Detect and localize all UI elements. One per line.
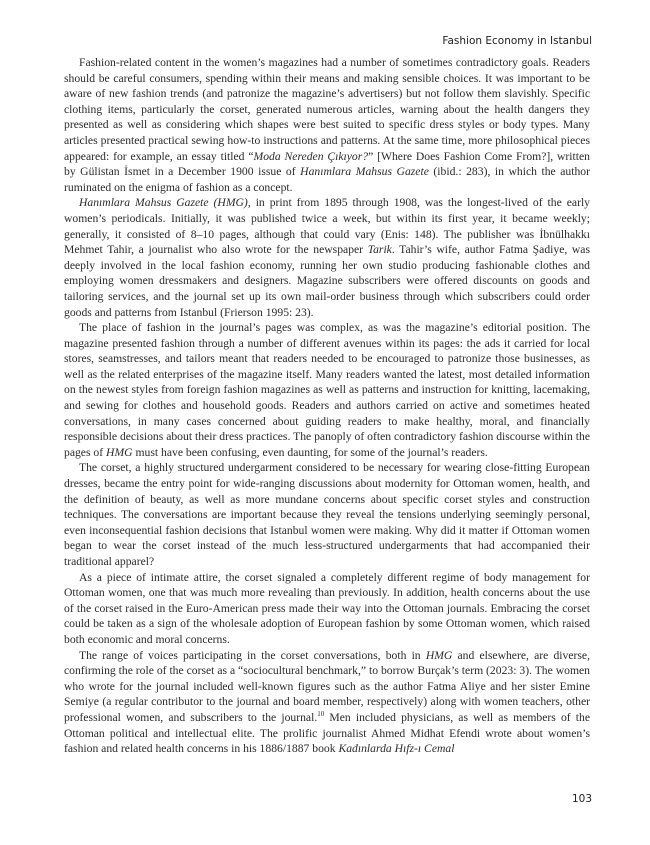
body-text xyxy=(64,55,590,757)
italic-text: HMG xyxy=(106,445,133,459)
paragraph-6 xyxy=(64,648,590,757)
text-run: The range of voices participating in the corset conversations, both in xyxy=(79,648,426,662)
paragraph-1 xyxy=(64,55,590,195)
text-run: and elsewhere, are diverse, confirming the role of the corset as a “sociocultural benchmark,” to borrow Burçak’s term (2023: 3). The women who wrote for the journal included well-known figures such as the author Fatma Aliye and her sister Emine Semiye (a regular contributor to the journal and board member, respectively) along with women teachers, other professional women, and subscribers to the journal. xyxy=(64,648,590,724)
italic-text: Moda Nereden Çıkıyor? xyxy=(253,149,369,163)
text-run: Men included physicians, as well as members of the Ottoman political and intellectual elite. The prolific journalist Ahmed Midhat Efendi wrote about women’s fashion and related health concerns in his 1886/1887 book xyxy=(64,710,590,756)
italic-text: HMG xyxy=(425,648,453,662)
text-run: Fashion-related content in the women’s magazines had a number of sometimes contradictory goals. Readers should be careful consumers, spending within their means and making sensible choices. It was important to be aware of new fashion trends (and patronize the magazine’s advertisers) but not follow them slavishly. Specific clothing items, particularly the corset, generated numerous articles, warning about the health dangers they presented as well as considering which shapes were best suited to specific dress styles or body types. Many articles presented practical sewing how-to instructions and patterns. At the same time, more philosophical pieces appeared: for example, an essay titled “ xyxy=(64,56,590,163)
text-run: . Tahir’s wife, author Fatma Şadiye, was deeply involved in the local fashion economy, running her own studio producing fashionable clothes and employing women dressmakers and designers. Magazine subscribers were offered discounts on goods and tailoring services, and the journal set up its own mail-order business through which subscribers could order goods and patterns from Istanbul (Frierson 1995: 23). xyxy=(64,243,591,319)
italic-text: Tarik xyxy=(367,243,392,257)
footnote-ref: 10 xyxy=(317,710,325,719)
paragraph-3 xyxy=(64,320,590,460)
text-run: The corset, a highly structured undergarment considered to be necessary for wearing close-fitting European dresses, became the entry point for wide-ranging discussions about modernity for Ottoman women, health, and the definition of beauty, as well as more mundane concerns about specific corset styles and construction techniques. The conversations are important because they reveal the tensions underlying seemingly personal, even inconsequential fashion decisions that Istanbul women were making. Why did it matter if Ottoman women began to wear the corset instead of the much less-structured undergarments that had accompanied their traditional apparel? xyxy=(64,461,590,568)
page-number: 103 xyxy=(571,793,592,805)
text-run: The place of fashion in the journal’s pages was complex, as was the magazine’s editorial position. The magazine presented fashion through a number of different avenues within its pages: the ads it carried for local stores, seamstresses, and tailors meant that readers needed to be encouraged to patronize those businesses, as well as the related enterprises of the magazine itself. Many readers wanted the latest, most detailed information on the newest styles from foreign fashion magazines as well as patterns and instruction for knitting, lacemaking, and sewing for clothes and household goods. Readers and authors carried on active and sometimes heated conversations, in many cases concerned about guiding readers to make healthy, moral, and financially responsible decisions about their dress practices. The panoply of often contradictory fashion discourse within the pages of xyxy=(64,321,590,459)
paragraph-4 xyxy=(64,460,590,569)
text-run: ” [Where Does Fashion Come From?], written by Gülistan İsmet in a December 1900 issue of xyxy=(64,149,590,179)
italic-text: Hanımlara Mahsus Gazete xyxy=(300,165,429,179)
paragraph-5 xyxy=(64,570,590,648)
paragraph-2 xyxy=(64,195,590,320)
running-header: Fashion Economy in Istanbul xyxy=(442,35,592,47)
text-run: (ibid.: 283), in which the author ruminated on the enigma of fashion as a concept. xyxy=(64,165,590,194)
italic-text: Hanımlara Mahsus Gazete (HMG) xyxy=(79,196,248,210)
text-run: , in print from 1895 through 1908, was the longest-lived of the early women’s periodicals. Initially, it was published twice a week, but within its first year, it became weekly; generally, it consisted of 8–10 pages, although that could vary (Enis: 148). The publisher was İbnülhakkı Mehmet Tahir, a journalist who also wrote for the newspaper xyxy=(64,196,590,257)
text-run: must have been confusing, even daunting, for some of the journal’s readers. xyxy=(132,445,488,459)
text-run: As a piece of intimate attire, the corset signaled a completely different regime of body management for Ottoman women, one that was much more revealing than previously. In addition, health concerns about the use of the corset raised in the Euro-American press made their way into the Ottoman journals. Embracing the corset could be taken as a sign of the wholesale adoption of European fashion by some Ottoman women, which raised both economic and moral concerns. xyxy=(64,570,590,646)
italic-text: Kadınlarda Hıfz-ı Cemal xyxy=(338,742,455,756)
